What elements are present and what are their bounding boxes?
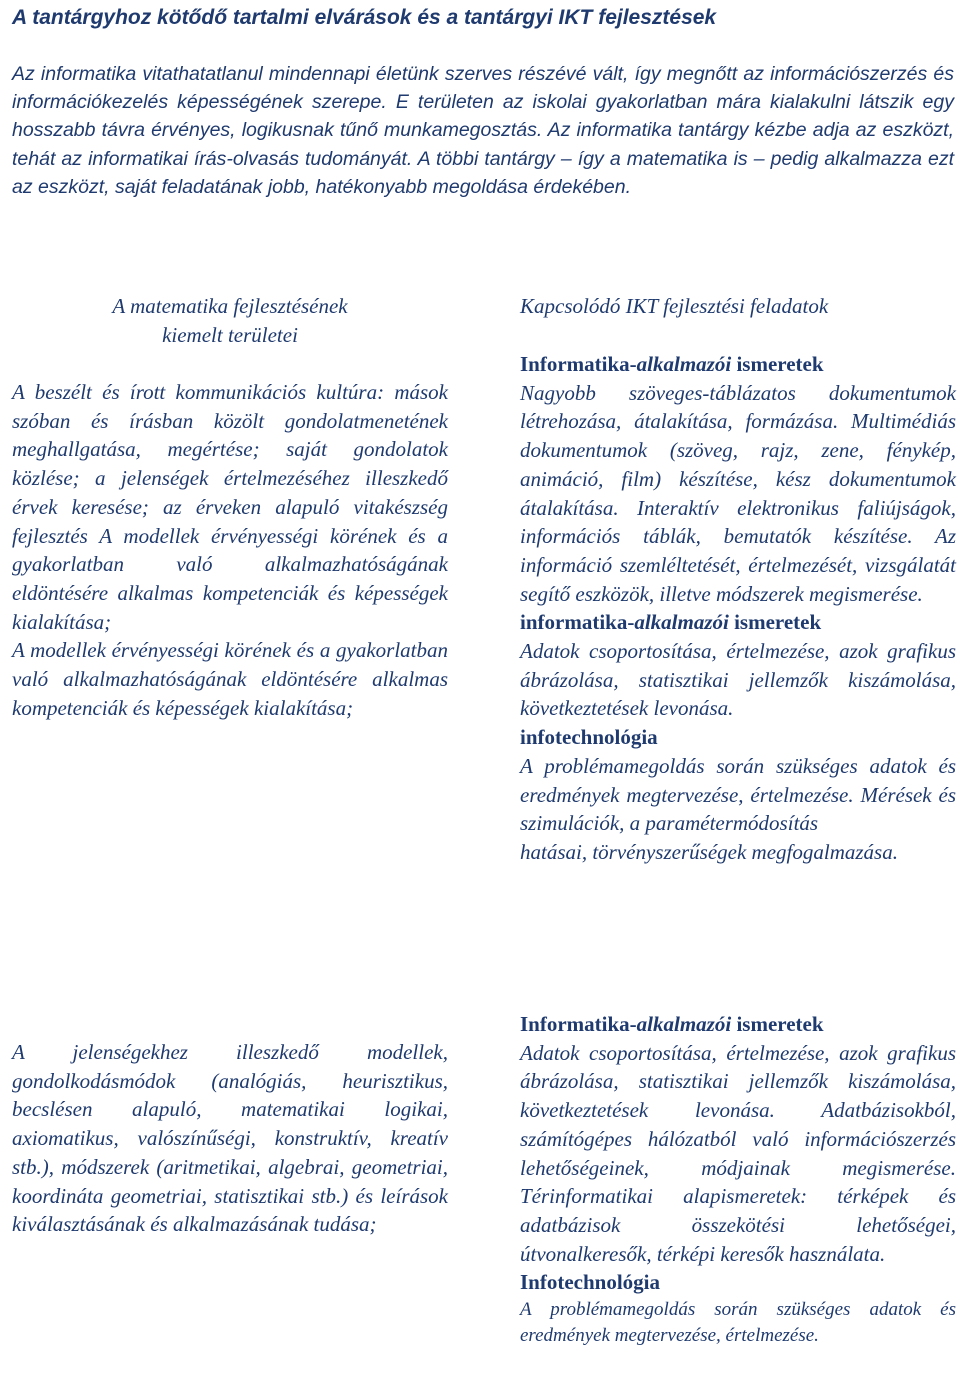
right-s3-text-b: hatásai, törvényszerűségek megfogalmazása. [520,839,898,864]
right-section-1 [520,350,956,867]
left-heading-line1: A matematika fejlesztésének [112,294,348,318]
left-block-communication [12,378,448,722]
left-heading-line2: kiemelt területei [162,322,298,347]
right-s4-text: Adatok csoportosítása, értelmezése, azok grafikus ábrázolása, statisztikai jellemzők kiszámolása, következtetések levonása. Adatbázisokból, számítógépes hálózatból való információszerzés lehetőségeinek, módjainak megismerése. Térinformatikai alapismeretek: térképek és adatbázisok összekötési lehetőségei, útvonalkeresők, térképi keresők használata. [520,1040,956,1266]
right-column-heading: Kapcsolódó IKT fejlesztési feladatok [520,294,829,318]
right-s2-text: Adatok csoportosítása, értelmezése, azok grafikus ábrázolása, statisztikai jellemzők kiszámolása, következtetések levonása. [520,639,956,721]
left-block1-text-a: A beszélt és írott kommunikációs kultúra: mások szóban és írásban közölt gondolatmenetének meghallgatása, megértése; saját gondolatok közlése; a jelenségek értelmezéséhez illeszkedő érvek keresése; az érveken alapuló vitakészség fejlesztés A modellek érvényességi körének és a gyakorlatban való alkalmazhatóságának eldöntésére alkalmas kompetenciák és képességek kialakítása; [12,380,448,634]
right-s3-title: infotechnológia [520,725,658,750]
page-title: A tantárgyhoz kötődő tartalmi elvárások és a tantárgyi IKT fejlesztések [12,6,717,29]
right-section-2 [520,1010,956,1349]
right-s4-title: Informatika-alkalmazói ismeretek [520,1012,824,1036]
left-block1-text-b: A modellek érvényességi körének és a gyakorlatban való alkalmazhatóságának eldöntésére alkalmas kompetenciák és képességek kialakítása; [12,638,448,720]
right-s2-title: informatika-alkalmazói ismeretek [520,610,822,635]
right-s5-text: A problémamegoldás során szükséges adatok és eredmények megtervezése, értelmezése. [520,1299,956,1347]
left-column-heading [12,292,448,349]
right-s1-title: Informatika-alkalmazói ismeretek [520,352,824,376]
left-block-models [12,1038,448,1239]
intro-paragraph: Az informatika vitathatatlanul mindennapi életünk szerves részévé vált, így megnőtt az információszerzés és információkezelés képességének szerepe. E területen az iskolai gyakorlatban mára kialakulni látszik egy hosszabb távra érvényes, logikusnak tűnő munkamegosztás. Az informatika tantárgy kézbe adja az eszközt, tehát az informatikai írás-olvasás tudományát. A többi tantárgy – így a matematika is – pedig alkalmazza ezt az eszközt, saját feladatának jobb, hatékonyabb megoldása érdekében. [12,63,954,198]
right-s5-title: Infotechnológia [520,1270,661,1295]
left-block2-text: A jelenségekhez illeszkedő modellek, gondolkodásmódok (analógiás, heurisztikus, becslésen alapuló, matematikai logikai, axiomatikus, valószínűségi, konstruktív, kreatív stb.), módszerek (aritmetikai, algebrai, geometriai, koordináta geometriai, statisztikai stb.) és leírások kiválasztásának és alkalmazásának tudása; [12,1040,448,1237]
right-s3-text-a: A problémamegoldás során szükséges adatok és eredmények megtervezése, értelmezése. Mérések és szimulációk, a paramétermódosítás [520,753,956,836]
right-s1-text: Nagyobb szöveges-táblázatos dokumentumok létrehozása, átalakítása, formázása. Multimédiás dokumentumok (szöveg, rajz, zene, fénykép, animáció, film) készítése, kész dokumentumok átalakítása. Interaktív elektronikus faliújságok, információs táblák, bemutatók készítése. Az információ szemléltetését, értelmezését, vizsgálatát segítő eszközök, illetve módszerek megismerése. [520,380,956,606]
